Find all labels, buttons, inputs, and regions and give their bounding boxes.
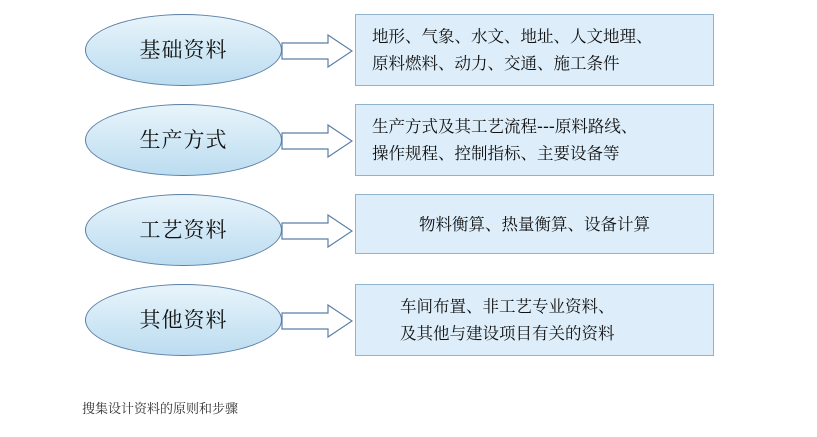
box-line: 车间布置、非工艺专业资料、 <box>400 297 615 316</box>
box-line: 物料衡算、热量衡算、设备计算 <box>419 214 650 234</box>
content-box-basic-data[interactable] <box>355 14 714 86</box>
node-ellipse-production-mode[interactable] <box>85 104 282 176</box>
box-line: 及其他与建设项目有关的资料 <box>400 324 615 343</box>
box-line: 地形、气象、水文、地址、人文地理、 <box>372 27 653 46</box>
ellipse-label: 其他资料 <box>139 307 228 332</box>
content-box-process-data[interactable] <box>355 194 714 254</box>
box-line: 原料燃料、动力、交通、施工条件 <box>372 54 620 73</box>
ellipse-label: 基础资料 <box>139 37 228 62</box>
arrow-right-icon <box>281 214 353 248</box>
box-line: 生产方式及其工艺流程---原料路线、 <box>372 117 638 136</box>
diagram-caption: 搜集设计资料的原则和步骤 <box>82 402 239 417</box>
diagram-row <box>0 14 817 104</box>
node-ellipse-other-data[interactable] <box>85 284 282 356</box>
content-box-other-data[interactable] <box>355 284 714 356</box>
content-box-production-mode[interactable] <box>355 104 714 176</box>
arrow-right-icon <box>281 304 353 338</box>
ellipse-label: 工艺资料 <box>139 217 228 242</box>
node-ellipse-basic-data[interactable] <box>85 14 282 86</box>
diagram-row <box>0 104 817 194</box>
diagram-row <box>0 284 817 374</box>
ellipse-label: 生产方式 <box>139 127 228 152</box>
node-ellipse-process-data[interactable] <box>85 194 282 266</box>
box-line: 操作规程、控制指标、主要设备等 <box>372 144 620 163</box>
arrow-right-icon <box>281 124 353 158</box>
arrow-right-icon <box>281 34 353 68</box>
diagram-row <box>0 194 817 284</box>
